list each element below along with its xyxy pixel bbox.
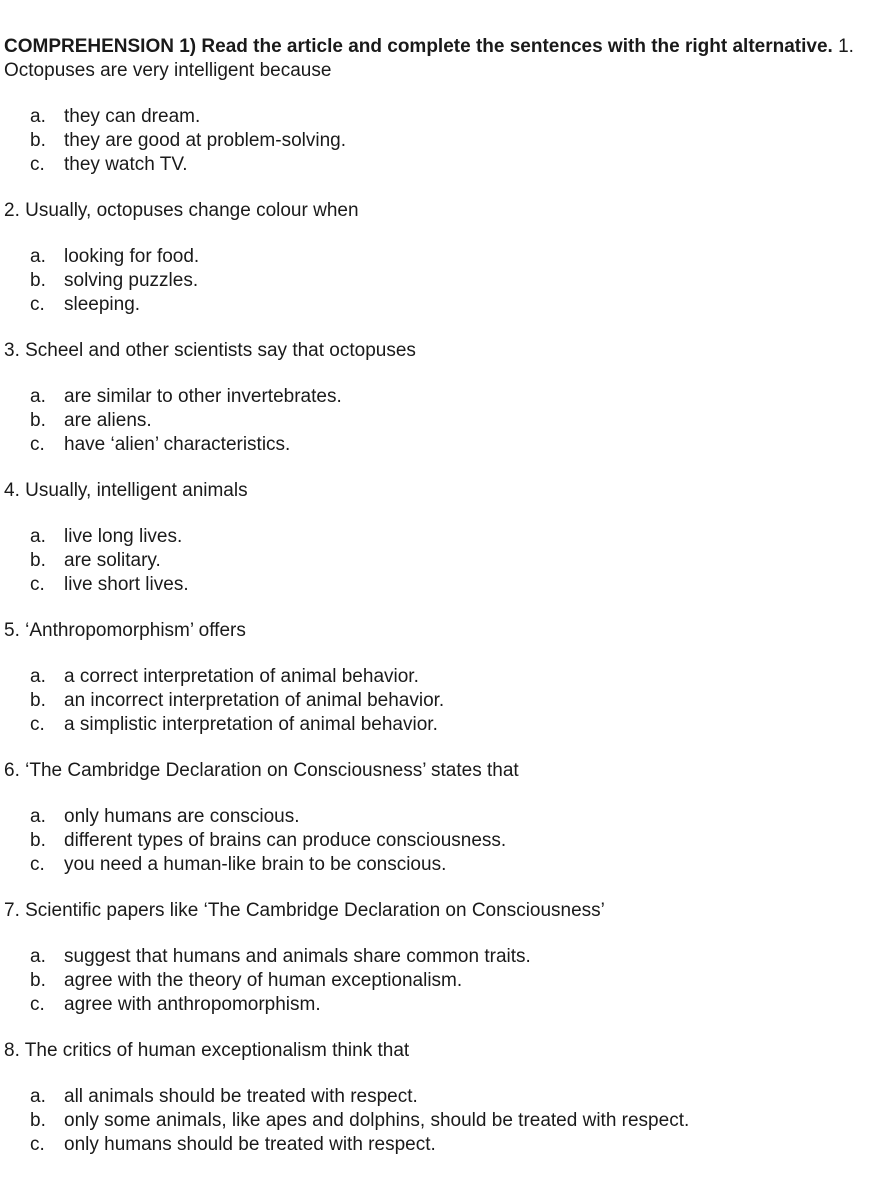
option-text: different types of brains can produce consciousness. xyxy=(64,830,507,851)
option-text: agree with the theory of human exceptionalism. xyxy=(64,970,463,991)
option-text: are solitary. xyxy=(64,550,161,571)
option-text: are similar to other invertebrates. xyxy=(64,386,342,407)
option-text: agree with anthropomorphism. xyxy=(64,994,321,1015)
option-letter: b. xyxy=(30,410,46,431)
option-letter: c. xyxy=(30,714,45,735)
option-text: only humans should be treated with respect. xyxy=(64,1134,436,1155)
option-text: they watch TV. xyxy=(64,154,188,175)
option-text: live short lives. xyxy=(64,574,189,595)
question-block-1 xyxy=(4,35,866,177)
option-text: a simplistic interpretation of animal behavior. xyxy=(64,714,438,735)
question-stem: 1. Octopuses are very intelligent because xyxy=(4,36,854,81)
option-letter: c. xyxy=(30,994,45,1015)
option-text: live long lives. xyxy=(64,526,183,547)
option-letter: b. xyxy=(30,830,46,851)
option-text: a correct interpretation of animal behavior. xyxy=(64,666,419,687)
instructions-title: COMPREHENSION 1) Read the article and complete the sentences with the right alternative. xyxy=(4,36,833,57)
options-list xyxy=(4,385,866,457)
option-item[interactable] xyxy=(4,153,866,177)
options-list xyxy=(4,805,866,877)
options-list xyxy=(4,945,866,1017)
option-letter: b. xyxy=(30,970,46,991)
option-text: all animals should be treated with respect. xyxy=(64,1086,418,1107)
option-item[interactable] xyxy=(4,269,866,293)
question-stem: 4. Usually, intelligent animals xyxy=(4,480,248,501)
options-list xyxy=(4,525,866,597)
option-text: have ‘alien’ characteristics. xyxy=(64,434,291,455)
option-item[interactable] xyxy=(4,805,866,829)
options-list xyxy=(4,665,866,737)
option-letter: c. xyxy=(30,1134,45,1155)
option-letter: a. xyxy=(30,386,46,407)
question-block-6 xyxy=(4,759,866,877)
question-block-3 xyxy=(4,339,866,457)
option-text: sleeping. xyxy=(64,294,141,315)
option-letter: a. xyxy=(30,106,46,127)
question-block-2 xyxy=(4,199,866,317)
option-item[interactable] xyxy=(4,665,866,689)
worksheet-header xyxy=(4,35,866,83)
option-letter: c. xyxy=(30,434,45,455)
option-item[interactable] xyxy=(4,1109,866,1133)
option-letter: a. xyxy=(30,526,46,547)
option-letter: a. xyxy=(30,1086,46,1107)
option-text: they are good at problem-solving. xyxy=(64,130,346,151)
option-letter: a. xyxy=(30,946,46,967)
option-item[interactable] xyxy=(4,853,866,877)
option-letter: b. xyxy=(30,270,46,291)
option-item[interactable] xyxy=(4,945,866,969)
option-letter: b. xyxy=(30,550,46,571)
option-item[interactable] xyxy=(4,293,866,317)
option-item[interactable] xyxy=(4,433,866,457)
option-item[interactable] xyxy=(4,829,866,853)
option-letter: a. xyxy=(30,246,46,267)
option-letter: c. xyxy=(30,154,45,175)
option-item[interactable] xyxy=(4,993,866,1017)
option-item[interactable] xyxy=(4,573,866,597)
options-list xyxy=(4,105,866,177)
option-letter: a. xyxy=(30,666,46,687)
option-letter: b. xyxy=(30,690,46,711)
question-stem: 2. Usually, octopuses change colour when xyxy=(4,200,359,221)
question-stem: 8. The critics of human exceptionalism think that xyxy=(4,1040,410,1061)
option-item[interactable] xyxy=(4,549,866,573)
option-item[interactable] xyxy=(4,1133,866,1157)
option-letter: a. xyxy=(30,806,46,827)
question-block-5 xyxy=(4,619,866,737)
option-text: suggest that humans and animals share common traits. xyxy=(64,946,531,967)
option-text: looking for food. xyxy=(64,246,200,267)
option-item[interactable] xyxy=(4,129,866,153)
option-item[interactable] xyxy=(4,245,866,269)
option-item[interactable] xyxy=(4,105,866,129)
option-item[interactable] xyxy=(4,713,866,737)
question-block-7 xyxy=(4,899,866,1017)
option-letter: b. xyxy=(30,130,46,151)
option-item[interactable] xyxy=(4,409,866,433)
option-text: are aliens. xyxy=(64,410,152,431)
option-item[interactable] xyxy=(4,1085,866,1109)
option-letter: c. xyxy=(30,294,45,315)
option-text: solving puzzles. xyxy=(64,270,199,291)
option-item[interactable] xyxy=(4,689,866,713)
question-stem: 3. Scheel and other scientists say that octopuses xyxy=(4,340,416,361)
option-item[interactable] xyxy=(4,385,866,409)
worksheet-page xyxy=(4,35,866,1179)
option-letter: c. xyxy=(30,854,45,875)
question-stem: 5. ‘Anthropomorphism’ offers xyxy=(4,620,246,641)
option-item[interactable] xyxy=(4,525,866,549)
question-block-8 xyxy=(4,1039,866,1157)
question-block-4 xyxy=(4,479,866,597)
option-item[interactable] xyxy=(4,969,866,993)
question-stem: 6. ‘The Cambridge Declaration on Consciousness’ states that xyxy=(4,760,519,781)
question-stem: 7. Scientific papers like ‘The Cambridge Declaration on Consciousness’ xyxy=(4,900,605,921)
option-text: only some animals, like apes and dolphins, should be treated with respect. xyxy=(64,1110,690,1131)
option-text: only humans are conscious. xyxy=(64,806,300,827)
option-letter: c. xyxy=(30,574,45,595)
options-list xyxy=(4,1085,866,1157)
option-text: an incorrect interpretation of animal behavior. xyxy=(64,690,445,711)
option-text: you need a human-like brain to be conscious. xyxy=(64,854,447,875)
option-text: they can dream. xyxy=(64,106,201,127)
option-letter: b. xyxy=(30,1110,46,1131)
options-list xyxy=(4,245,866,317)
